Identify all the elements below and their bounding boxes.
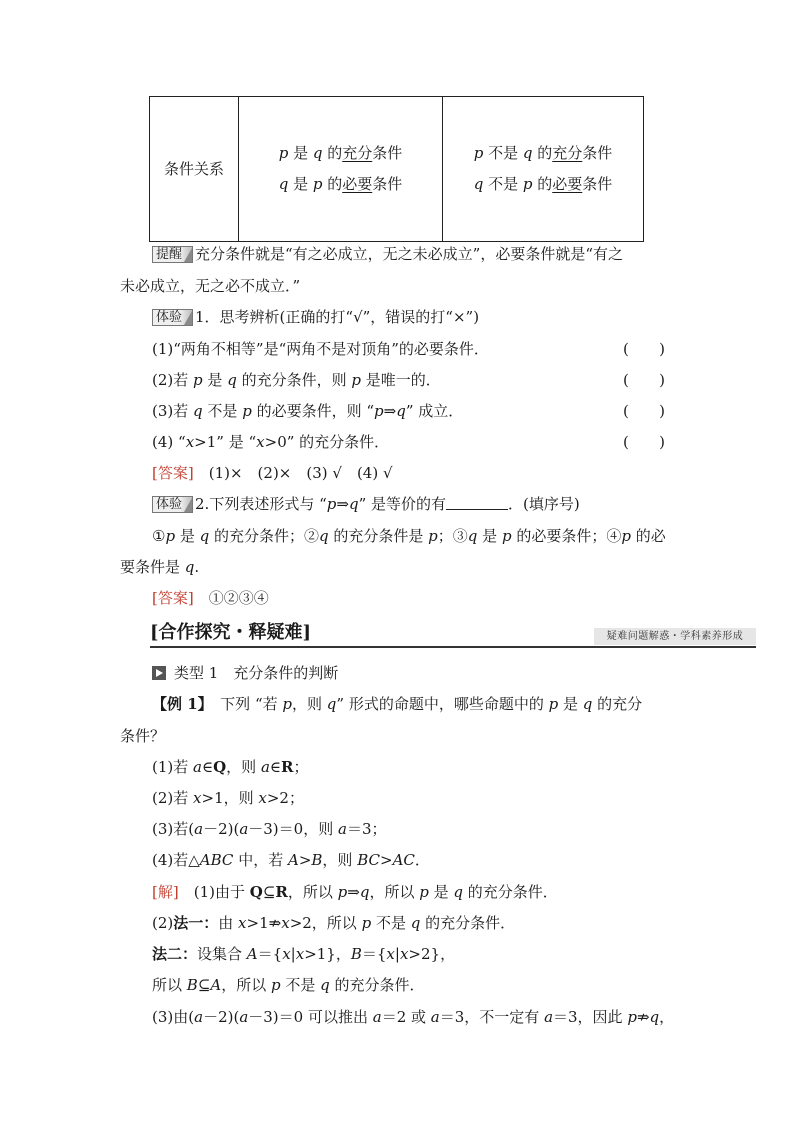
answer-tag: [答案] bbox=[152, 464, 194, 482]
table-line: p 不是 q 的充分条件 bbox=[473, 144, 613, 162]
exp-tag: 体验 bbox=[152, 496, 193, 513]
reminder-line-2: 未必成立，无之必不成立．” bbox=[120, 277, 301, 295]
answer-paren: ( ) bbox=[623, 402, 665, 420]
table-cell-sufficient bbox=[239, 97, 443, 242]
exp2-answer: [答案] ①②③④ bbox=[152, 589, 269, 607]
example-item-4: (4)若△ABC 中，若 A>B，则 BC>AC． bbox=[152, 851, 430, 869]
exp-tag: 体验 bbox=[152, 309, 193, 326]
solution-line-2: (2)法一：由 x>1⇏x>2，所以 p 不是 q 的充分条件． bbox=[152, 914, 516, 932]
reminder-tag: 提醒 bbox=[152, 246, 193, 263]
exp2-line-2: 要条件是 q. bbox=[120, 558, 200, 576]
exp1-item-1: (1)“两角不相等”是“两角不是对顶角”的必要条件． bbox=[152, 340, 489, 358]
table-line: q 是 p 的必要条件 bbox=[278, 175, 403, 193]
exp1-item-2: (2)若 p 是 q 的充分条件，则 p 是唯一的． bbox=[152, 371, 441, 389]
exp2-line-1: ①p 是 q 的充分条件；②q 的充分条件是 p；③q 是 p 的必要条件；④p 的必 bbox=[152, 527, 666, 545]
fill-blank bbox=[446, 495, 508, 510]
table-line: q 不是 p 的必要条件 bbox=[473, 175, 613, 193]
solution-line-5: (3)由(a－2)(a－3)＝0 可以推出 a＝2 或 a＝3，不一定有 a＝3，因此 p⇏q， bbox=[152, 1008, 675, 1026]
example-item-1: (1)若 a∈Q，则 a∈R； bbox=[152, 758, 309, 776]
section-title: [合作探究・释疑难] bbox=[150, 622, 312, 643]
section-badge: 疑难问题解惑・学科素养形成 bbox=[594, 628, 756, 645]
section-divider bbox=[150, 646, 756, 648]
example-line-2: 条件？ bbox=[120, 727, 166, 745]
example-item-3: (3)若(a－2)(a－3)＝0，则 a＝3； bbox=[152, 820, 387, 838]
exp1-item-3: (3)若 q 不是 p 的必要条件，则 “p⇒q” 成立． bbox=[152, 402, 464, 420]
solution-line-4: 所以 B⊆A，所以 p 不是 q 的充分条件． bbox=[152, 976, 425, 994]
reminder-line-1: 提醒 充分条件就是“有之必成立，无之未必成立”，必要条件就是“有之 bbox=[152, 244, 623, 264]
table-cell-not-sufficient bbox=[443, 97, 644, 242]
answer-paren: ( ) bbox=[623, 371, 665, 389]
table-line: p 是 q 的充分条件 bbox=[278, 144, 403, 162]
solution-tag: [解] bbox=[152, 883, 179, 901]
exp1-item-4: (4) “x>1” 是 “x>0” 的充分条件． bbox=[152, 433, 390, 451]
exp2-title: 体验 2.下列表述形式与 “p⇒q” 是等价的有 ．(填序号) bbox=[152, 494, 580, 514]
exp1-answer: [答案] (1)× (2)× (3) √ (4) √ bbox=[152, 464, 393, 482]
example-line-1: 【例 1】 下列 “若 p，则 q” 形式的命题中，哪些命题中的 p 是 q 的充分 bbox=[152, 695, 643, 713]
answer-paren: ( ) bbox=[623, 340, 665, 358]
solution-line-1: [解] (1)由于 Q⊆R，所以 p⇒q，所以 p 是 q 的充分条件． bbox=[152, 883, 558, 901]
answer-tag: [答案] bbox=[152, 589, 194, 607]
type-heading: 类型 1 充分条件的判断 bbox=[152, 663, 338, 683]
play-triangle-icon bbox=[152, 666, 166, 680]
answer-paren: ( ) bbox=[623, 433, 665, 451]
example-item-2: (2)若 x>1，则 x>2； bbox=[152, 789, 304, 807]
table-row-label: 条件关系 bbox=[150, 97, 239, 242]
condition-table bbox=[149, 96, 644, 242]
solution-line-3: 法二：设集合 A＝{x|x>1}，B＝{x|x>2}， bbox=[152, 945, 456, 963]
exp1-title: 体验 1．思考辨析(正确的打“√”，错误的打“×”) bbox=[152, 307, 479, 327]
